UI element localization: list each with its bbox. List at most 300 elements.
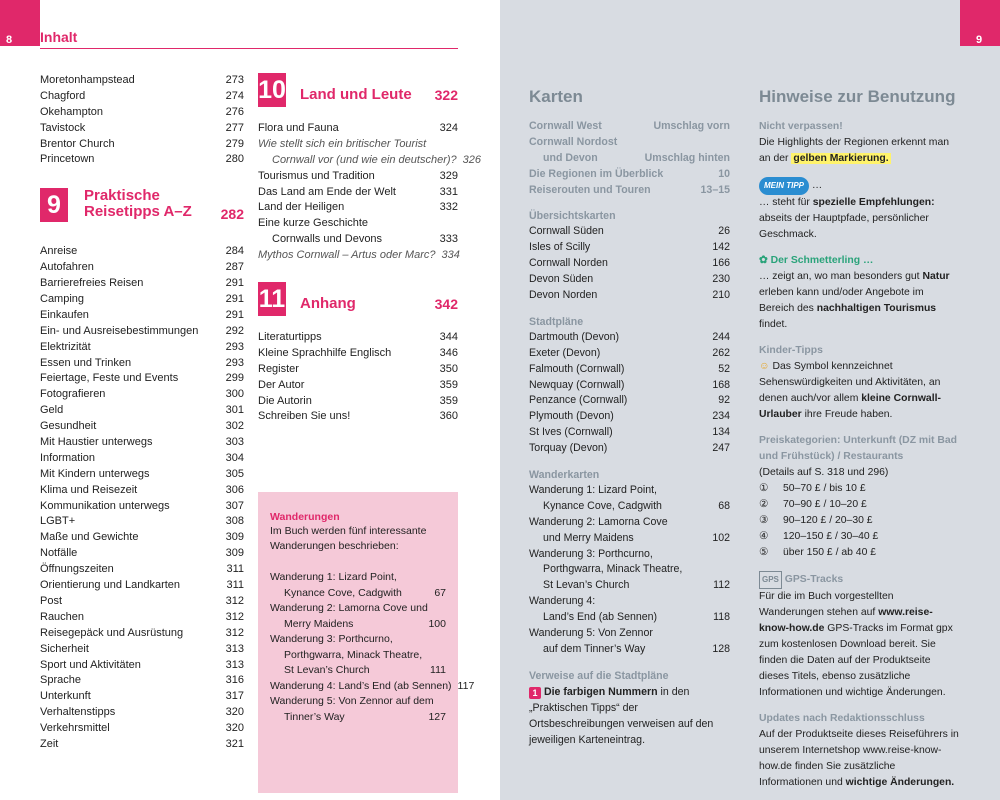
toc-entry[interactable] <box>40 642 244 658</box>
map-entry[interactable] <box>529 272 730 288</box>
chapter-title-line1: Praktische <box>84 187 160 205</box>
map-entry-title: Cornwall Norden <box>529 257 608 270</box>
toc-entry-title: Rauchen <box>40 610 85 623</box>
toc-entry[interactable] <box>40 562 244 578</box>
toc-entry[interactable] <box>258 185 458 201</box>
toc-entry-page: 359 <box>439 394 458 407</box>
toc-entry-page: 273 <box>225 74 244 86</box>
number-marker-icon: 1 <box>529 687 541 699</box>
map-entry-title: Wanderung 5: Von Zennor <box>529 627 653 640</box>
hike-entry[interactable] <box>270 694 446 710</box>
toc-entry[interactable] <box>40 371 244 387</box>
toc-entry[interactable] <box>40 308 244 324</box>
map-entry[interactable] <box>529 409 730 425</box>
toc-entry-title: Brentor Church <box>40 137 115 150</box>
toc-entry-page: 360 <box>439 410 458 423</box>
toc-entry-title: Maße und Gewichte <box>40 531 139 544</box>
chapter-9-heading[interactable] <box>40 188 244 222</box>
toc-entry[interactable] <box>40 737 244 753</box>
hike-entry-title: Wanderung 4: Land’s End (ab Sennen) <box>270 679 452 692</box>
toc-list-chapter-11 <box>258 330 458 425</box>
toc-entry-title: Literaturtipps <box>258 331 322 344</box>
toc-entry[interactable] <box>258 121 458 137</box>
map-entry[interactable] <box>529 378 730 394</box>
hike-entry-page: 117 <box>457 679 475 692</box>
toc-entry-page: 309 <box>225 531 244 544</box>
toc-entry-title: Cornwall vor (und wie ein deutscher)? <box>272 153 457 166</box>
overview-maps-list <box>529 224 730 303</box>
toc-entry-page: 287 <box>225 261 244 274</box>
toc-entry-title: Gesundheit <box>40 420 97 433</box>
toc-entry[interactable] <box>258 216 458 232</box>
box-intro-line1: Im Buch werden fünf interessante <box>270 525 427 537</box>
references-text <box>529 684 730 748</box>
hike-entry-title: Wanderung 1: Lizard Point, <box>270 571 397 583</box>
toc-entry-title: Sprache <box>40 674 81 687</box>
gps-text <box>759 589 959 701</box>
map-entry[interactable] <box>529 183 730 199</box>
hike-entry-title: Wanderung 5: Von Zennor auf dem <box>270 695 434 707</box>
toc-entry[interactable] <box>40 152 244 168</box>
map-entry[interactable] <box>529 610 730 626</box>
maps-top-list <box>529 119 730 198</box>
map-entry-page: 166 <box>712 257 730 270</box>
map-entry-page: 230 <box>712 273 730 286</box>
must-see-body: Die Highlights der Regionen erkennt man an der <box>759 137 950 164</box>
hike-maps-list <box>529 483 730 658</box>
toc-entry-title: Moretonhampstead <box>40 74 135 86</box>
toc-entry-title: Notfälle <box>40 547 78 560</box>
toc-entry[interactable] <box>258 137 458 153</box>
toc-entry-page: 291 <box>225 277 244 290</box>
map-entry[interactable] <box>529 393 730 409</box>
map-entry[interactable] <box>529 362 730 378</box>
toc-entry[interactable] <box>40 403 244 419</box>
map-entry[interactable] <box>529 330 730 346</box>
toc-entry[interactable] <box>40 451 244 467</box>
toc-entry-page: 277 <box>225 121 244 134</box>
toc-list-top <box>40 73 244 168</box>
toc-entry-page: 311 <box>226 563 244 576</box>
map-entry-title: Wanderung 4: <box>529 595 596 608</box>
toc-entry[interactable] <box>40 721 244 737</box>
map-entry-title: Devon Süden <box>529 273 594 286</box>
map-entry-page <box>724 135 730 151</box>
map-entry-title: Cornwall West <box>529 120 602 132</box>
toc-entry-title: Barrierefreies Reisen <box>40 277 144 290</box>
toc-entry-title: Die Autorin <box>258 394 312 407</box>
map-entry-title: Kynance Cove, Cadgwith <box>543 499 662 512</box>
gps-text-a: Für die im Buch vorgestellten Wanderungen stehen auf <box>759 591 894 618</box>
toc-entry-page: 346 <box>439 346 458 359</box>
page-number-right: 9 <box>960 0 1000 46</box>
toc-entry-page: 317 <box>225 690 244 703</box>
toc-entry[interactable] <box>258 232 458 248</box>
toc-entry-page: 284 <box>225 245 244 258</box>
toc-entry[interactable] <box>40 626 244 642</box>
hike-entry-page <box>440 648 446 664</box>
highlight-marker: gelben Markierung. <box>793 153 889 164</box>
map-entry[interactable] <box>529 167 730 183</box>
toc-entry[interactable] <box>40 546 244 562</box>
toc-entry-title: Kommunikation unterwegs <box>40 499 170 512</box>
map-entry-page <box>724 594 730 610</box>
toc-entry-page: 308 <box>225 515 244 528</box>
butterfly-text-b: erleben kann und/oder Angebote im Bereich des <box>759 287 924 314</box>
map-entry-page: 247 <box>712 442 730 455</box>
toc-entry[interactable] <box>258 248 458 264</box>
map-entry-title: Wanderung 1: Lizard Point, <box>529 484 657 497</box>
toc-entry-title: Verhaltenstipps <box>40 706 116 719</box>
hike-maps-label: Wanderkarten <box>529 469 600 482</box>
price-row <box>759 497 959 513</box>
map-entry[interactable] <box>529 594 730 610</box>
price-row <box>759 513 959 529</box>
toc-entry[interactable] <box>40 387 244 403</box>
toc-entry[interactable] <box>258 394 458 410</box>
toc-entry-title: Wie stellt sich ein britischer Tourist <box>258 137 427 150</box>
toc-entry-title: Land der Heiligen <box>258 201 345 214</box>
toc-entry[interactable] <box>40 292 244 308</box>
hike-entry-title: Merry Maidens <box>284 617 354 630</box>
kids-text-b: ihre Freude haben. <box>801 409 893 420</box>
updates-label: Updates nach Redaktionsschluss <box>759 713 925 724</box>
toc-entry-page: 359 <box>439 378 458 391</box>
map-entry[interactable] <box>529 288 730 304</box>
toc-entry-title: Klima und Reisezeit <box>40 483 138 496</box>
toc-entry-title: Zeit <box>40 737 59 750</box>
toc-entry-title: Verkehrsmittel <box>40 722 110 735</box>
map-entry-title: Plymouth (Devon) <box>529 410 614 423</box>
hike-entry[interactable] <box>270 679 475 695</box>
my-tip-icon: MEIN TIPP <box>759 177 809 195</box>
tip-text <box>759 195 959 243</box>
city-maps-label: Stadtpläne <box>529 315 584 328</box>
toc-entry-page <box>452 137 458 153</box>
map-entry-page: Umschlag vorn <box>653 120 730 132</box>
toc-entry-title: Tavistock <box>40 121 86 134</box>
usage-notes-title: Hinweise zur Benutzung <box>759 87 956 106</box>
toc-entry[interactable] <box>40 419 244 435</box>
map-entry[interactable] <box>529 642 730 658</box>
maps-title: Karten <box>529 87 583 106</box>
map-entry-title: Newquay (Cornwall) <box>529 378 625 391</box>
map-entry[interactable] <box>529 224 730 240</box>
map-entry-title: St Ives (Cornwall) <box>529 426 613 439</box>
butterfly-bold-a: Natur <box>922 271 950 282</box>
chapter-title-line2: Reisetipps A–Z <box>84 203 192 221</box>
butterfly-icon: ✿ <box>759 255 768 266</box>
hike-entry[interactable] <box>270 648 446 664</box>
map-entry[interactable] <box>529 578 730 594</box>
map-entry[interactable] <box>529 135 730 151</box>
map-entry-page <box>724 626 730 642</box>
toc-entry[interactable] <box>40 121 244 137</box>
chapter-number: 10 <box>258 73 286 107</box>
toc-entry-page: 321 <box>225 737 244 750</box>
toc-entry[interactable] <box>40 578 244 594</box>
toc-entry[interactable] <box>40 340 244 356</box>
hike-entry[interactable] <box>270 663 446 679</box>
toc-entry-title: Camping <box>40 293 85 306</box>
tip-bold: spezielle Empfehlungen: <box>812 197 935 208</box>
toc-entry-title: Essen und Trinken <box>40 356 132 369</box>
hiking-info-box <box>258 492 475 793</box>
toc-entry-page: 309 <box>225 547 244 560</box>
toc-entry-page: 312 <box>225 594 244 607</box>
toc-entry[interactable] <box>40 530 244 546</box>
toc-entry-page: 324 <box>439 122 458 134</box>
toc-entry-page: 333 <box>439 233 458 246</box>
map-entry-title: Torquay (Devon) <box>529 442 608 455</box>
map-entry[interactable] <box>529 441 730 457</box>
hike-entry[interactable] <box>270 632 446 648</box>
toc-entry-title: Reisegepäck und Ausrüstung <box>40 626 184 639</box>
map-entry-title: Wanderung 3: Porthcurno, <box>529 547 653 560</box>
map-entry[interactable] <box>529 256 730 272</box>
toc-entry[interactable] <box>40 689 244 705</box>
toc-entry[interactable] <box>258 169 458 185</box>
toc-entry[interactable] <box>258 378 458 394</box>
tip-text-b: abseits der Hauptpfade, persönlicher Geschmack. <box>759 213 929 240</box>
toc-entry[interactable] <box>258 409 458 425</box>
gps-icon: GPS <box>759 571 782 589</box>
price-category-icon: ③ <box>759 515 769 526</box>
toc-entry-title: Elektrizität <box>40 340 91 353</box>
map-entry-page: Umschlag hinten <box>644 151 730 164</box>
hike-entry-page: 100 <box>428 617 446 630</box>
hike-entry-page <box>440 632 446 648</box>
map-entry-page: 26 <box>718 225 730 238</box>
chapter-number: 11 <box>258 282 286 316</box>
toc-entry[interactable] <box>40 514 244 530</box>
toc-entry-page: 313 <box>225 642 244 655</box>
butterfly-text-c: findet. <box>759 319 788 330</box>
toc-entry[interactable] <box>40 73 244 89</box>
toc-entry[interactable] <box>40 244 244 260</box>
toc-entry-page: 334 <box>441 249 460 262</box>
price-category-icon: ⑤ <box>759 547 769 558</box>
map-entry-page: 92 <box>718 394 730 407</box>
butterfly-label <box>759 253 959 269</box>
toc-entry-page: 292 <box>225 324 244 337</box>
toc-entry[interactable] <box>258 362 458 378</box>
toc-entry[interactable] <box>40 276 244 292</box>
hike-entry-page <box>440 570 446 586</box>
map-entry-title: Isles of Scilly <box>529 241 591 254</box>
toc-entry[interactable] <box>40 435 244 451</box>
map-entry-page: 52 <box>718 362 730 375</box>
map-entry-page: 13–15 <box>700 183 730 196</box>
toc-entry-title: Ein- und Ausreisebestimmungen <box>40 324 199 337</box>
toc-entry[interactable] <box>40 658 244 674</box>
toc-entry-page: 312 <box>225 626 244 639</box>
toc-entry[interactable] <box>40 467 244 483</box>
map-entry[interactable] <box>529 547 730 563</box>
updates-text-a: Auf der Produktseite dieses Reiseführers in unserem Internetshop www.reise-know-how.de finden Sie zusätzliche Informationen und <box>759 729 959 788</box>
must-see-text <box>759 135 959 167</box>
hike-entry[interactable] <box>270 617 446 633</box>
toc-entry-title: Chagford <box>40 89 86 102</box>
toc-entry-page: 291 <box>225 293 244 306</box>
box-title: Wanderungen <box>270 511 340 523</box>
toc-entry[interactable] <box>258 346 458 362</box>
toc-entry-page: 279 <box>225 137 244 150</box>
price-range: über 150 £ / ab 40 £ <box>783 547 877 558</box>
tip-dots: … <box>809 180 823 191</box>
chapter-11-heading[interactable] <box>258 282 458 316</box>
hike-entry[interactable] <box>270 601 446 617</box>
map-entry-page: 102 <box>712 531 730 544</box>
map-entry[interactable] <box>529 626 730 642</box>
toc-entry-page: 303 <box>225 436 244 449</box>
toc-entry-page: 274 <box>225 89 244 102</box>
toc-entry-title: Kleine Sprachhilfe Englisch <box>258 346 392 359</box>
map-entry-title: Cornwall Süden <box>529 225 604 238</box>
hike-entry-title: Kynance Cove, Cadgwith <box>284 586 402 599</box>
gutter <box>490 0 500 800</box>
kids-text-a: Das Symbol kennzeichnet Sehenswürdigkeiten und Aktivitäten, an denen auch/vor allem <box>759 361 941 404</box>
toc-entry-page: 305 <box>225 467 244 480</box>
butterfly-text <box>759 269 959 333</box>
toc-entry-page: 329 <box>439 169 458 182</box>
toc-entry-page <box>452 216 458 232</box>
butterfly-text-a: … zeigt an, wo man besonders gut <box>759 271 923 282</box>
toc-entry[interactable] <box>40 137 244 153</box>
map-entry-page <box>724 562 730 578</box>
toc-entry[interactable] <box>40 499 244 515</box>
toc-entry[interactable] <box>40 705 244 721</box>
toc-entry-title: Einkaufen <box>40 308 89 321</box>
toc-entry-page: 350 <box>439 362 458 375</box>
map-entry[interactable] <box>529 119 730 135</box>
box-intro-line2: Wanderungen beschrieben: <box>270 540 399 552</box>
page-number-left: 8 <box>0 0 40 46</box>
gps-text-b: GPS-Tracks im Format gpx zum kostenlosen Download bereit. Sie finden die Daten auf der Produktseite dieses Titels, ebenso zusätzliche Informationen und wichtige Änderungen. <box>759 623 953 698</box>
toc-entry-page: 291 <box>225 308 244 321</box>
toc-entry-page: 311 <box>226 579 244 592</box>
toc-entry-page: 307 <box>225 499 244 512</box>
hike-entry-page: 127 <box>428 710 446 723</box>
map-entry-page: 234 <box>712 410 730 423</box>
map-entry-page: 118 <box>713 611 730 624</box>
toc-entry[interactable] <box>258 330 458 346</box>
map-entry-title: Land’s End (ab Sennen) <box>543 611 658 624</box>
toc-entry[interactable] <box>40 673 244 689</box>
toc-entry-page: 299 <box>225 372 244 385</box>
map-entry[interactable] <box>529 562 730 578</box>
updates-text <box>759 727 959 791</box>
maps-column <box>529 87 730 748</box>
map-entry-page: 134 <box>712 426 730 439</box>
toc-entry-page: 316 <box>225 674 244 687</box>
map-entry[interactable] <box>529 151 730 167</box>
price-range: 70–90 £ / 10–20 £ <box>783 499 867 510</box>
hike-entry[interactable] <box>270 586 446 602</box>
toc-entry-title: Mit Kindern unterwegs <box>40 467 150 480</box>
toc-entry[interactable] <box>258 153 482 169</box>
toc-entry-title: Feiertage, Feste und Events <box>40 372 179 385</box>
toc-entry[interactable] <box>258 200 458 216</box>
price-row <box>759 545 959 561</box>
page-header <box>40 30 458 49</box>
toc-entry[interactable] <box>40 89 244 105</box>
map-entry[interactable] <box>529 346 730 362</box>
toc-entry[interactable] <box>40 594 244 610</box>
butterfly-bold-b: nachhaltigen Tourismus <box>816 303 937 314</box>
price-category-icon: ② <box>759 499 769 510</box>
map-entry-page: 244 <box>712 330 730 343</box>
toc-entry-title: Fotografieren <box>40 388 106 401</box>
toc-entry[interactable] <box>40 483 244 499</box>
toc-entry-title: Öffnungszeiten <box>40 563 114 576</box>
toc-entry[interactable] <box>40 324 244 340</box>
toc-entry-page: 293 <box>225 356 244 369</box>
toc-entry[interactable] <box>40 260 244 276</box>
map-entry[interactable] <box>529 499 730 515</box>
gps-link[interactable]: www.reise-know-how.de <box>759 607 933 634</box>
price-category-icon: ④ <box>759 531 769 542</box>
toc-entry-title: Sicherheit <box>40 642 89 655</box>
city-maps-list <box>529 330 730 457</box>
hike-entry[interactable] <box>270 570 446 586</box>
tip-line <box>759 177 959 195</box>
map-entry-page: 142 <box>712 241 730 254</box>
hike-entry[interactable] <box>270 710 446 726</box>
hike-entry-page <box>440 694 446 710</box>
map-entry-title: Cornwall Nordost <box>529 135 618 148</box>
hike-entry-title: St Levan’s Church <box>284 664 370 676</box>
toc-entry-title: Geld <box>40 404 64 417</box>
butterfly-label-text: Der Schmetterling … <box>770 255 874 266</box>
map-entry-page: 112 <box>713 579 730 592</box>
map-entry-page: 168 <box>712 378 730 391</box>
page-title: Inhalt <box>40 29 78 45</box>
map-entry-title: Reiserouten und Touren <box>529 183 651 196</box>
toc-entry[interactable] <box>40 105 244 121</box>
must-see-label: Nicht verpassen! <box>759 121 843 132</box>
price-note: (Details auf S. 318 und 296) <box>759 467 889 478</box>
map-entry-title: Die Regionen im Überblick <box>529 167 664 180</box>
toc-entry-title: Anreise <box>40 245 78 258</box>
map-entry-page <box>724 547 730 563</box>
usage-notes-column <box>759 87 959 791</box>
chapter-page: 322 <box>434 87 458 103</box>
toc-entry[interactable] <box>40 610 244 626</box>
map-entry[interactable] <box>529 483 730 499</box>
toc-entry-page: 312 <box>225 610 244 623</box>
map-entry[interactable] <box>529 425 730 441</box>
tip-text-a: … steht für <box>759 197 813 208</box>
map-entry[interactable] <box>529 515 730 531</box>
toc-entry[interactable] <box>40 356 244 372</box>
references-body: in den „Praktischen Tipps“ der Ortsbeschreibungen verweisen auf den jeweiligen Karteneintrag. <box>529 685 714 746</box>
toc-entry-title: Mit Haustier unterwegs <box>40 436 153 449</box>
kids-tips-text <box>759 359 959 423</box>
toc-entry-title: Princetown <box>40 153 95 166</box>
map-entry-page <box>724 515 730 531</box>
map-entry-title: Falmouth (Cornwall) <box>529 362 625 375</box>
map-entry-title: Porthgwarra, Minack Theatre, <box>543 563 683 576</box>
toc-entry-title: Orientierung und Landkarten <box>40 579 181 592</box>
map-entry[interactable] <box>529 240 730 256</box>
toc-column-2 <box>258 73 482 425</box>
map-entry[interactable] <box>529 531 730 547</box>
chapter-10-heading[interactable] <box>258 73 458 107</box>
price-range: 50–70 £ / bis 10 £ <box>783 483 866 494</box>
toc-entry-title: LGBT+ <box>40 515 76 528</box>
map-entry-title: Exeter (Devon) <box>529 346 601 359</box>
